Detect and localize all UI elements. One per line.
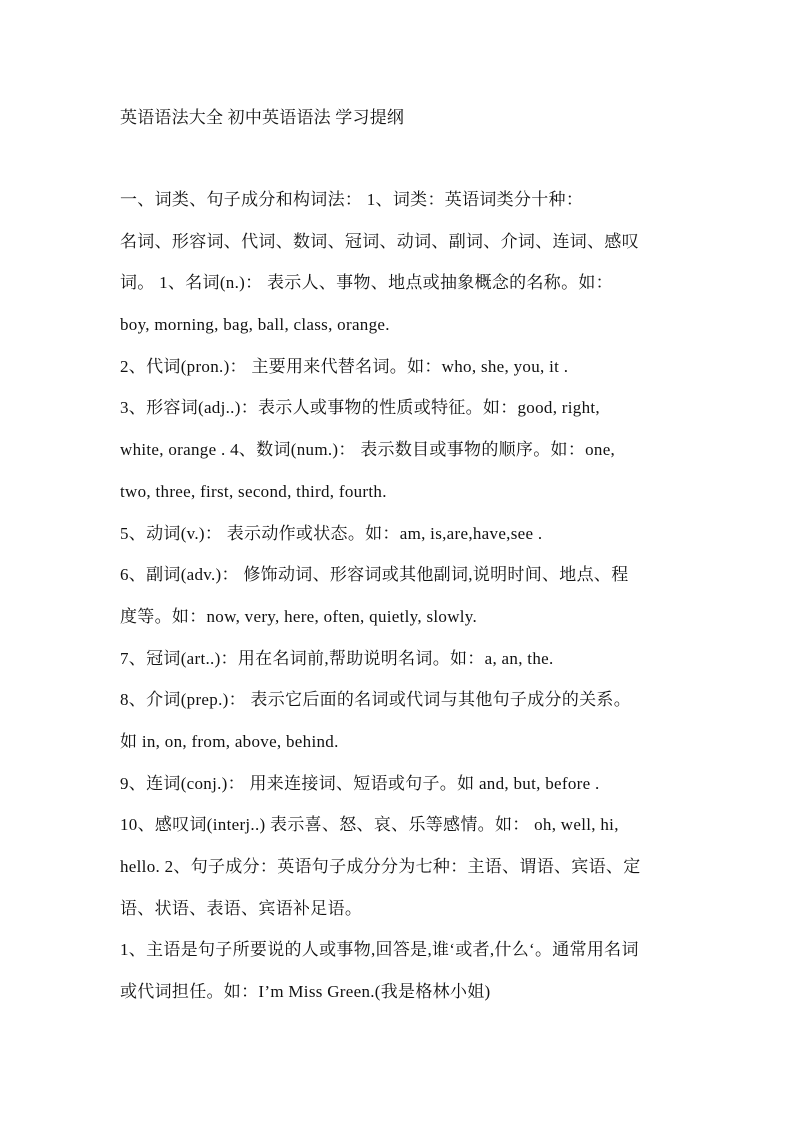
text-line: white, orange . 4、数词(num.)： 表示数目或事物的顺序。如：one, [120, 440, 616, 460]
text-line: 2、代词(pron.)： 主要用来代替名词。如：who, she, you, it . [120, 356, 569, 376]
text-line: boy, morning, bag, ball, class, orange. [120, 315, 390, 335]
text-line: 度等。如：now, very, here, often, quietly, slowly. [120, 606, 478, 626]
text-line: 如 in, on, from, above, behind. [120, 731, 339, 751]
text-line: 或代词担任。如：I’m Miss Green.(我是格林小姐) [120, 982, 491, 1002]
text-line: 词。 1、名词(n.)： 表示人、事物、地点或抽象概念的名称。如： [120, 273, 613, 293]
text-line: 1、主语是句子所要说的人或事物,回答是,谁‘或者,什么‘。通常用名词 [120, 940, 639, 960]
text-line: two, three, first, second, third, fourth. [120, 481, 387, 501]
text-line: hello. 2、句子成分：英语句子成分分为七种：主语、谓语、宾语、定 [120, 857, 641, 876]
text-line: 10、感叹词(interj..) 表示喜、怒、哀、乐等感情。如： oh, well, hi, [120, 815, 619, 835]
text-line: 8、介词(prep.)： 表示它后面的名词或代词与其他句子成分的关系。 [120, 690, 632, 710]
document-body [120, 185, 680, 1019]
text-line: 7、冠词(art..)：用在名词前,帮助说明名词。如：a, an, the. [120, 648, 554, 668]
text-line: 9、连词(conj.)： 用来连接词、短语或句子。如 and, but, before . [120, 773, 600, 793]
text-line: 6、副词(adv.)： 修饰动词、形容词或其他副词,说明时间、地点、程 [120, 565, 629, 585]
text-line: 语、状语、表语、宾语补足语。 [120, 898, 363, 918]
text-line: 3、形容词(adj..)：表示人或事物的性质或特征。如：good, right, [120, 398, 600, 418]
text-line: 名词、形容词、代词、数词、冠词、动词、副词、介词、连词、感叹 [120, 231, 639, 251]
text-line: 5、动词(v.)： 表示动作或状态。如：am, is,are,have,see . [120, 523, 543, 543]
text-line: 一、词类、句子成分和构词法： 1、词类：英语词类分十种： [120, 190, 584, 209]
document-title: 英语语法大全 初中英语语法 学习提纲 [120, 108, 405, 127]
